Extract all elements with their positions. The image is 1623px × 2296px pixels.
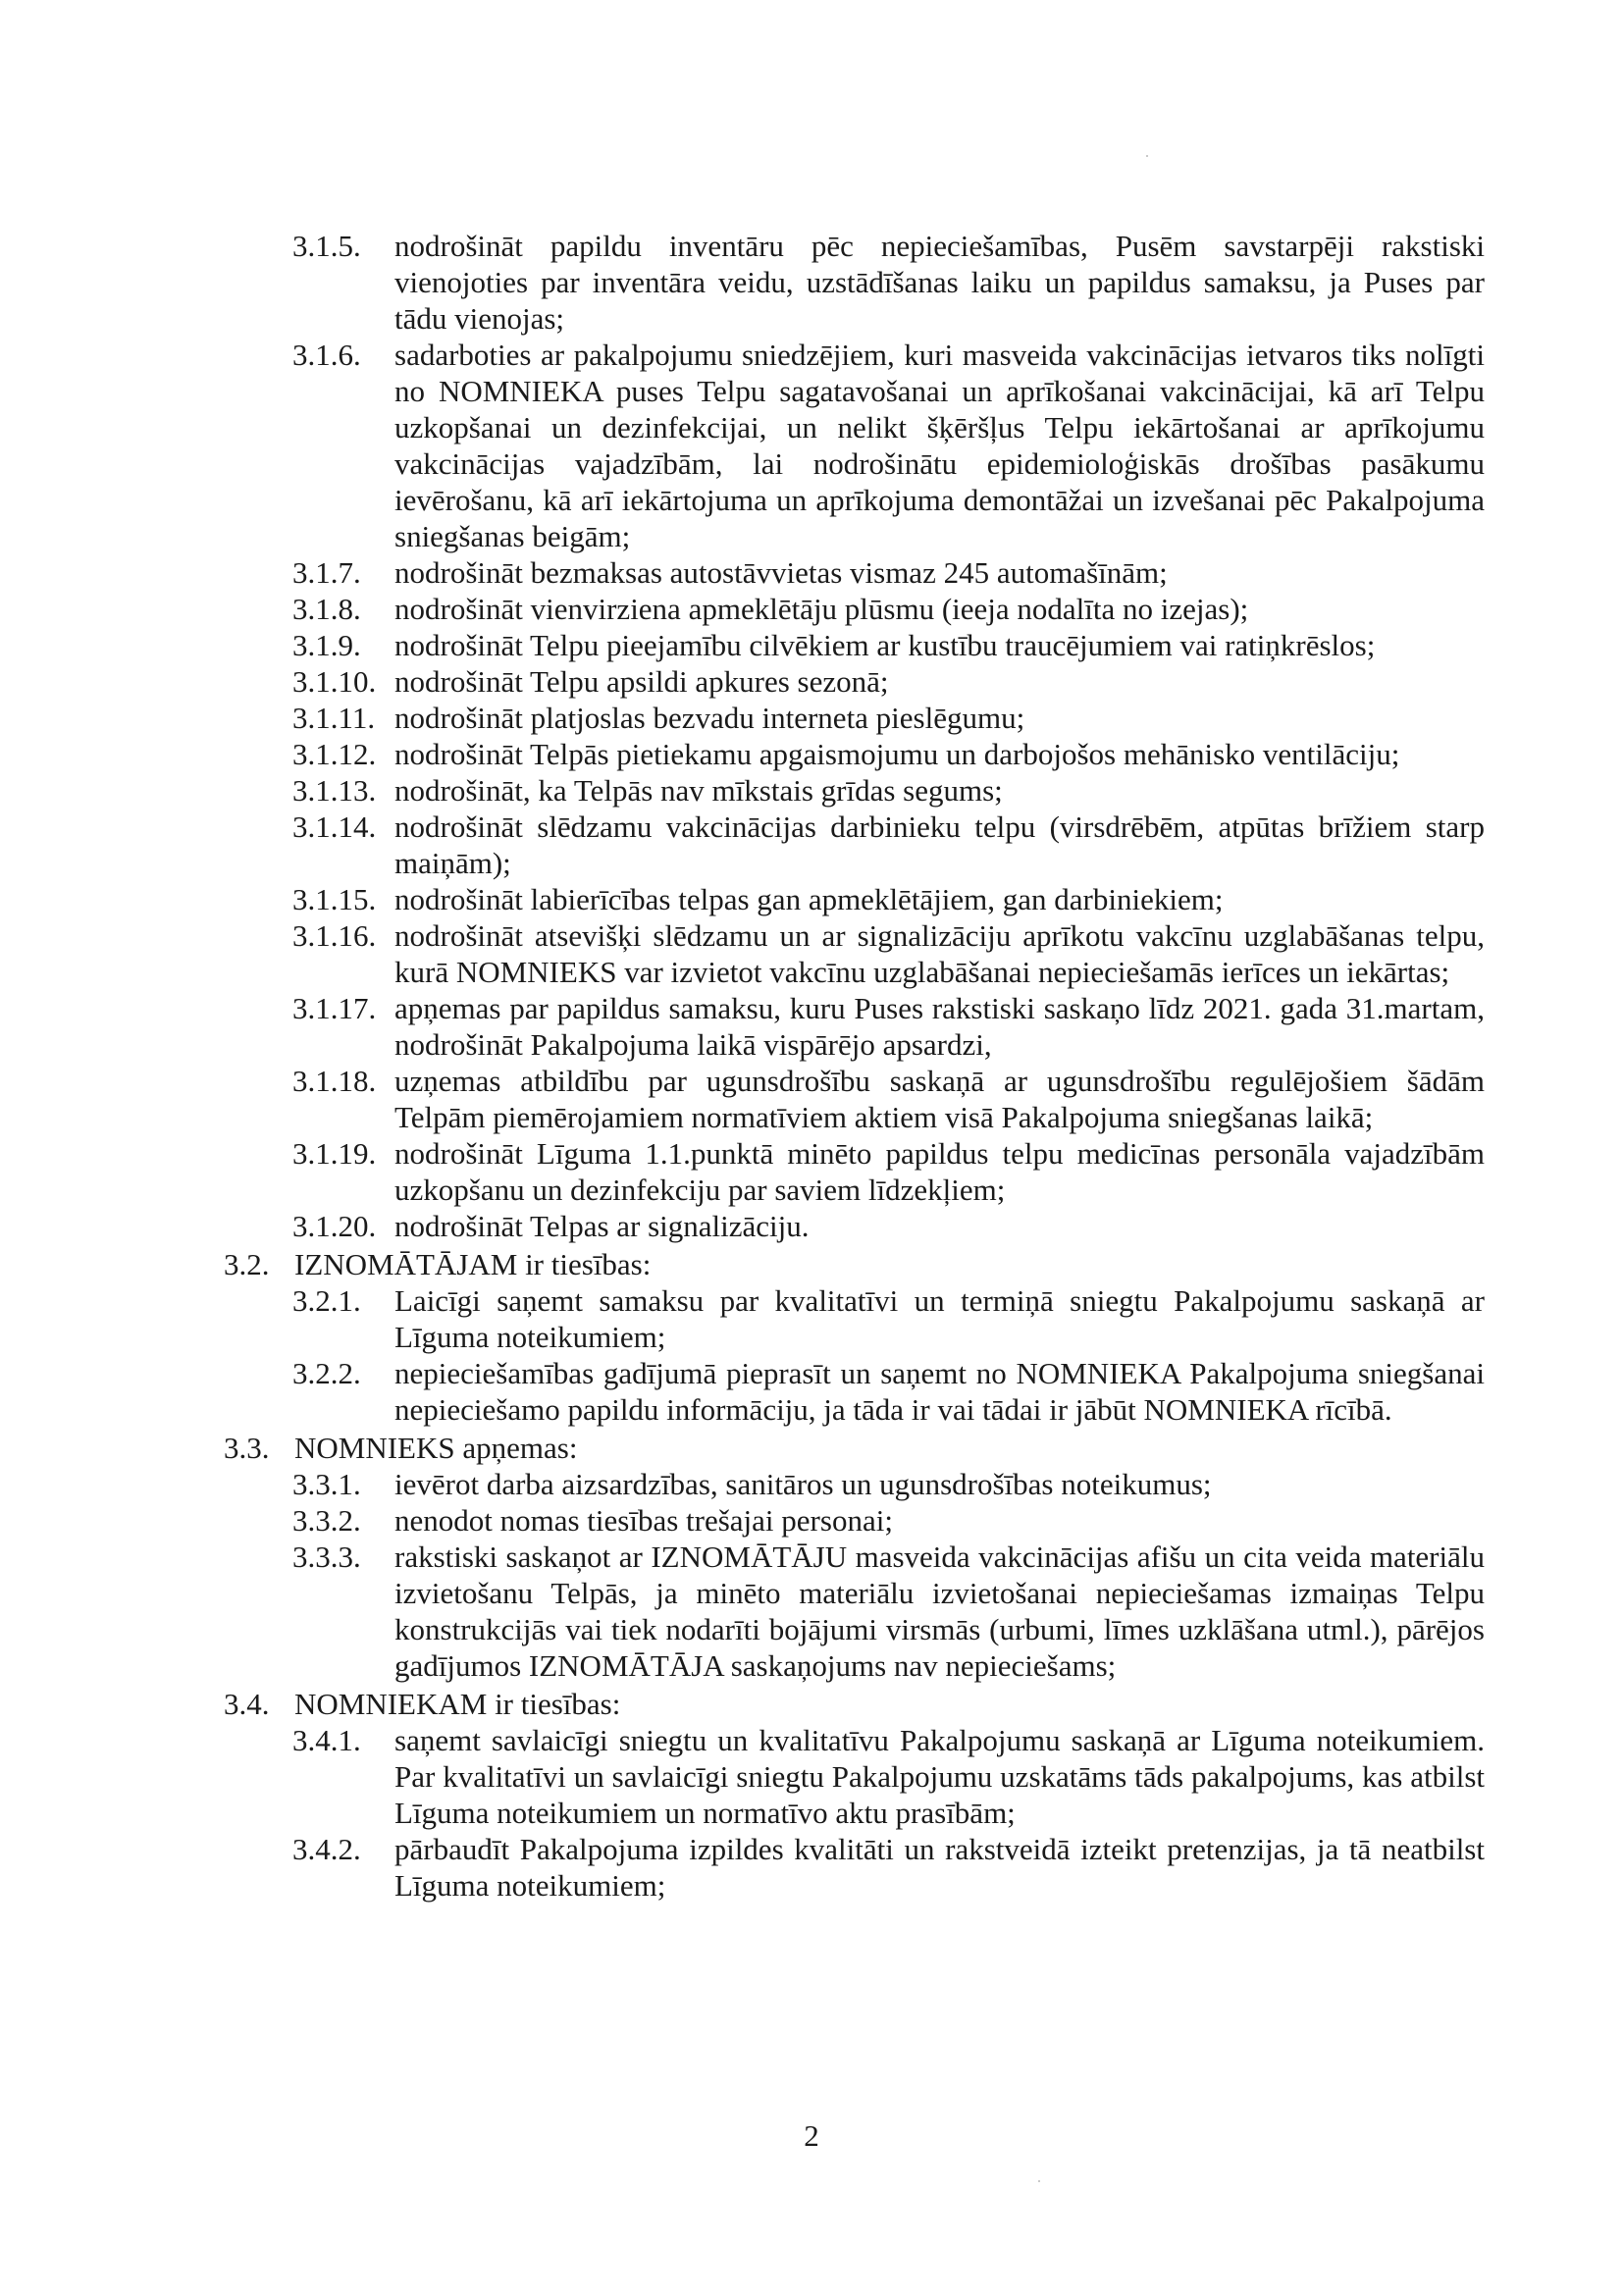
clause-text: nodrošināt labierīcības telpas gan apmeklētājiem, gan darbiniekiem; — [394, 882, 1224, 916]
clause-number: 3.1.19. — [292, 1136, 377, 1171]
scan-speck — [1038, 2180, 1040, 2182]
clause-text: nodrošināt Telpu pieejamību cilvēkiem ar kustību traucējumiem vai ratiņkrēslos; — [394, 628, 1376, 662]
clause-number: 3.2.2. — [292, 1356, 361, 1390]
clause-number: 3.1.9. — [292, 628, 361, 662]
clause-3-3-1 — [224, 1466, 1485, 1502]
section-3-3-heading — [224, 1430, 1485, 1466]
clause-number: 3.4.1. — [292, 1723, 361, 1757]
clause-3-1-18 — [224, 1063, 1485, 1135]
clause-3-3-3 — [224, 1539, 1485, 1684]
clause-text: nodrošināt Telpas ar signalizāciju. — [394, 1209, 810, 1243]
clause-text: nodrošināt platjoslas bezvadu interneta pieslēgumu; — [394, 701, 1025, 735]
clause-3-1-14 — [224, 809, 1485, 881]
clause-text: nodrošināt, ka Telpās nav mīkstais grīdas segums; — [394, 773, 1003, 808]
clause-number: 3.1.5. — [292, 229, 361, 263]
clause-3-1-5 — [224, 228, 1485, 337]
clause-3-1-16 — [224, 917, 1485, 990]
scan-speck — [1146, 155, 1148, 157]
section-3-2-heading — [224, 1246, 1485, 1282]
clause-text: nodrošināt slēdzamu vakcinācijas darbinieku telpu (virsdrēbēm, atpūtas brīžiem starp maiņām); — [394, 809, 1485, 880]
section-number: 3.4. — [224, 1687, 270, 1721]
clause-3-4-1 — [224, 1722, 1485, 1831]
clause-number: 3.1.7. — [292, 555, 361, 590]
section-title: NOMNIEKS apņemas: — [294, 1431, 578, 1465]
clause-3-1-7 — [224, 554, 1485, 591]
section-3-4-heading — [224, 1686, 1485, 1722]
clause-text: nepieciešamības gadījumā pieprasīt un saņemt no NOMNIEKA Pakalpojuma sniegšanai nepieciešamo papildu informāciju, ja tāda ir vai tādai ir jābūt NOMNIEKA rīcībā. — [394, 1356, 1485, 1427]
clause-text: nodrošināt vienvirziena apmeklētāju plūsmu (ieeja nodalīta no izejas); — [394, 592, 1249, 626]
clause-number: 3.1.17. — [292, 991, 377, 1025]
clause-text: nenodot nomas tiesības trešajai personai; — [394, 1503, 893, 1538]
clause-3-1-17 — [224, 990, 1485, 1063]
clause-3-3-2 — [224, 1502, 1485, 1539]
clause-text: nodrošināt bezmaksas autostāvvietas vismaz 245 automašīnām; — [394, 555, 1168, 590]
clause-text: apņemas par papildus samaksu, kuru Puses rakstiski saskaņo līdz 2021. gada 31.martam, nodrošināt Pakalpojuma laikā vispārējo apsardzi, — [394, 991, 1485, 1062]
clause-number: 3.1.20. — [292, 1209, 377, 1243]
clause-3-2-2 — [224, 1355, 1485, 1428]
clause-text: sadarboties ar pakalpojumu sniedzējiem, kuri masveida vakcinācijas ietvaros tiks nolīgti no NOMNIEKA puses Telpu sagatavošanai un aprīkošanai vakcinācijai, kā arī Telpu uzkopšanai un dezinfekcijai, un nelikt šķēršļus Telpu iekārtošanai ar aprīkojumu vakcinācijas vajadzībām, lai nodrošinātu epidemioloģiskās drošības pasākumu ievērošanu, kā arī iekārtojuma un aprīkojuma demontāžai un izvešanai pēc Pakalpojuma sniegšanas beigām; — [394, 338, 1485, 553]
clause-text: nodrošināt Telpu apsildi apkures sezonā; — [394, 664, 889, 699]
clause-number: 3.2.1. — [292, 1283, 361, 1318]
clause-3-1-12 — [224, 736, 1485, 772]
clause-text: saņemt savlaicīgi sniegtu un kvalitatīvu Pakalpojumu saskaņā ar Līguma noteikumiem. Par kvalitatīvi un savlaicīgi sniegtu Pakalpojumu uzskatāms tāds pakalpojums, kas atbilst Līguma noteikumiem un normatīvo aktu prasībām; — [394, 1723, 1485, 1830]
page-number: 2 — [804, 2118, 819, 2153]
clause-number: 3.1.6. — [292, 338, 361, 372]
clause-3-2-1 — [224, 1282, 1485, 1355]
clause-text: nodrošināt Telpās pietiekamu apgaismojumu un darbojošos mehānisko ventilāciju; — [394, 737, 1400, 771]
clause-number: 3.3.1. — [292, 1467, 361, 1501]
clause-3-1-10 — [224, 663, 1485, 700]
clause-number: 3.1.10. — [292, 664, 377, 699]
clause-3-1-13 — [224, 772, 1485, 809]
section-title: NOMNIEKAM ir tiesības: — [294, 1687, 621, 1721]
clause-number: 3.4.2. — [292, 1832, 361, 1866]
clause-text: uzņemas atbildību par ugunsdrošību saskaņā ar ugunsdrošību regulējošiem šādām Telpām piemērojamiem normatīviem aktiem visā Pakalpojuma sniegšanas laikā; — [394, 1064, 1485, 1134]
clause-text: nodrošināt atsevišķi slēdzamu un ar signalizāciju aprīkotu vakcīnu uzglabāšanas telpu, kurā NOMNIEKS var izvietot vakcīnu uzglabāšanai nepieciešamās ierīces un iekārtas; — [394, 918, 1485, 989]
clause-text: rakstiski saskaņot ar IZNOMĀTĀJU masveida vakcinācijas afišu un cita veida materiālu izvietošanu Telpās, ja minēto materiālu izvietošanai nepieciešamas izmaiņas Telpu konstrukcijās vai tiek nodarīti bojājumi virsmās (urbumi, līmes uzklāšana utml.), pārējos gadījumos IZNOMĀTĀJA saskaņojums nav nepieciešams; — [394, 1539, 1485, 1683]
clause-3-4-2 — [224, 1831, 1485, 1904]
clause-number: 3.1.13. — [292, 773, 377, 808]
clause-number: 3.1.16. — [292, 918, 377, 953]
clause-number: 3.1.12. — [292, 737, 377, 771]
section-title: IZNOMĀTĀJAM ir tiesības: — [294, 1247, 652, 1281]
clause-number: 3.3.2. — [292, 1503, 361, 1538]
clause-number: 3.1.18. — [292, 1064, 377, 1098]
document-body — [224, 228, 1485, 1904]
clause-text: nodrošināt Līguma 1.1.punktā minēto papildus telpu medicīnas personāla vajadzībām uzkopšanu un dezinfekciju par saviem līdzekļiem; — [394, 1136, 1485, 1207]
clause-text: pārbaudīt Pakalpojuma izpildes kvalitāti un rakstveidā izteikt pretenzijas, ja tā neatbilst Līguma noteikumiem; — [394, 1832, 1485, 1903]
clause-number: 3.1.11. — [292, 701, 376, 735]
clause-3-1-20 — [224, 1208, 1485, 1244]
section-number: 3.2. — [224, 1247, 270, 1281]
clause-number: 3.1.15. — [292, 882, 377, 916]
clause-3-1-9 — [224, 627, 1485, 663]
clause-text: ievērot darba aizsardzības, sanitāros un ugunsdrošības noteikumus; — [394, 1467, 1212, 1501]
clause-number: 3.1.8. — [292, 592, 361, 626]
clause-number: 3.1.14. — [292, 809, 377, 844]
clause-3-1-11 — [224, 700, 1485, 736]
clause-3-1-6 — [224, 337, 1485, 554]
clause-3-1-8 — [224, 591, 1485, 627]
clause-3-1-15 — [224, 881, 1485, 917]
section-number: 3.3. — [224, 1431, 270, 1465]
clause-3-1-19 — [224, 1135, 1485, 1208]
clause-number: 3.3.3. — [292, 1539, 361, 1574]
clause-text: nodrošināt papildu inventāru pēc nepieciešamības, Pusēm savstarpēji rakstiski vienojoties par inventāra veidu, uzstādīšanas laiku un papildus samaksu, ja Puses par tādu vienojas; — [394, 229, 1485, 336]
clause-text: Laicīgi saņemt samaksu par kvalitatīvi un termiņā sniegtu Pakalpojumu saskaņā ar Līguma noteikumiem; — [394, 1283, 1485, 1354]
